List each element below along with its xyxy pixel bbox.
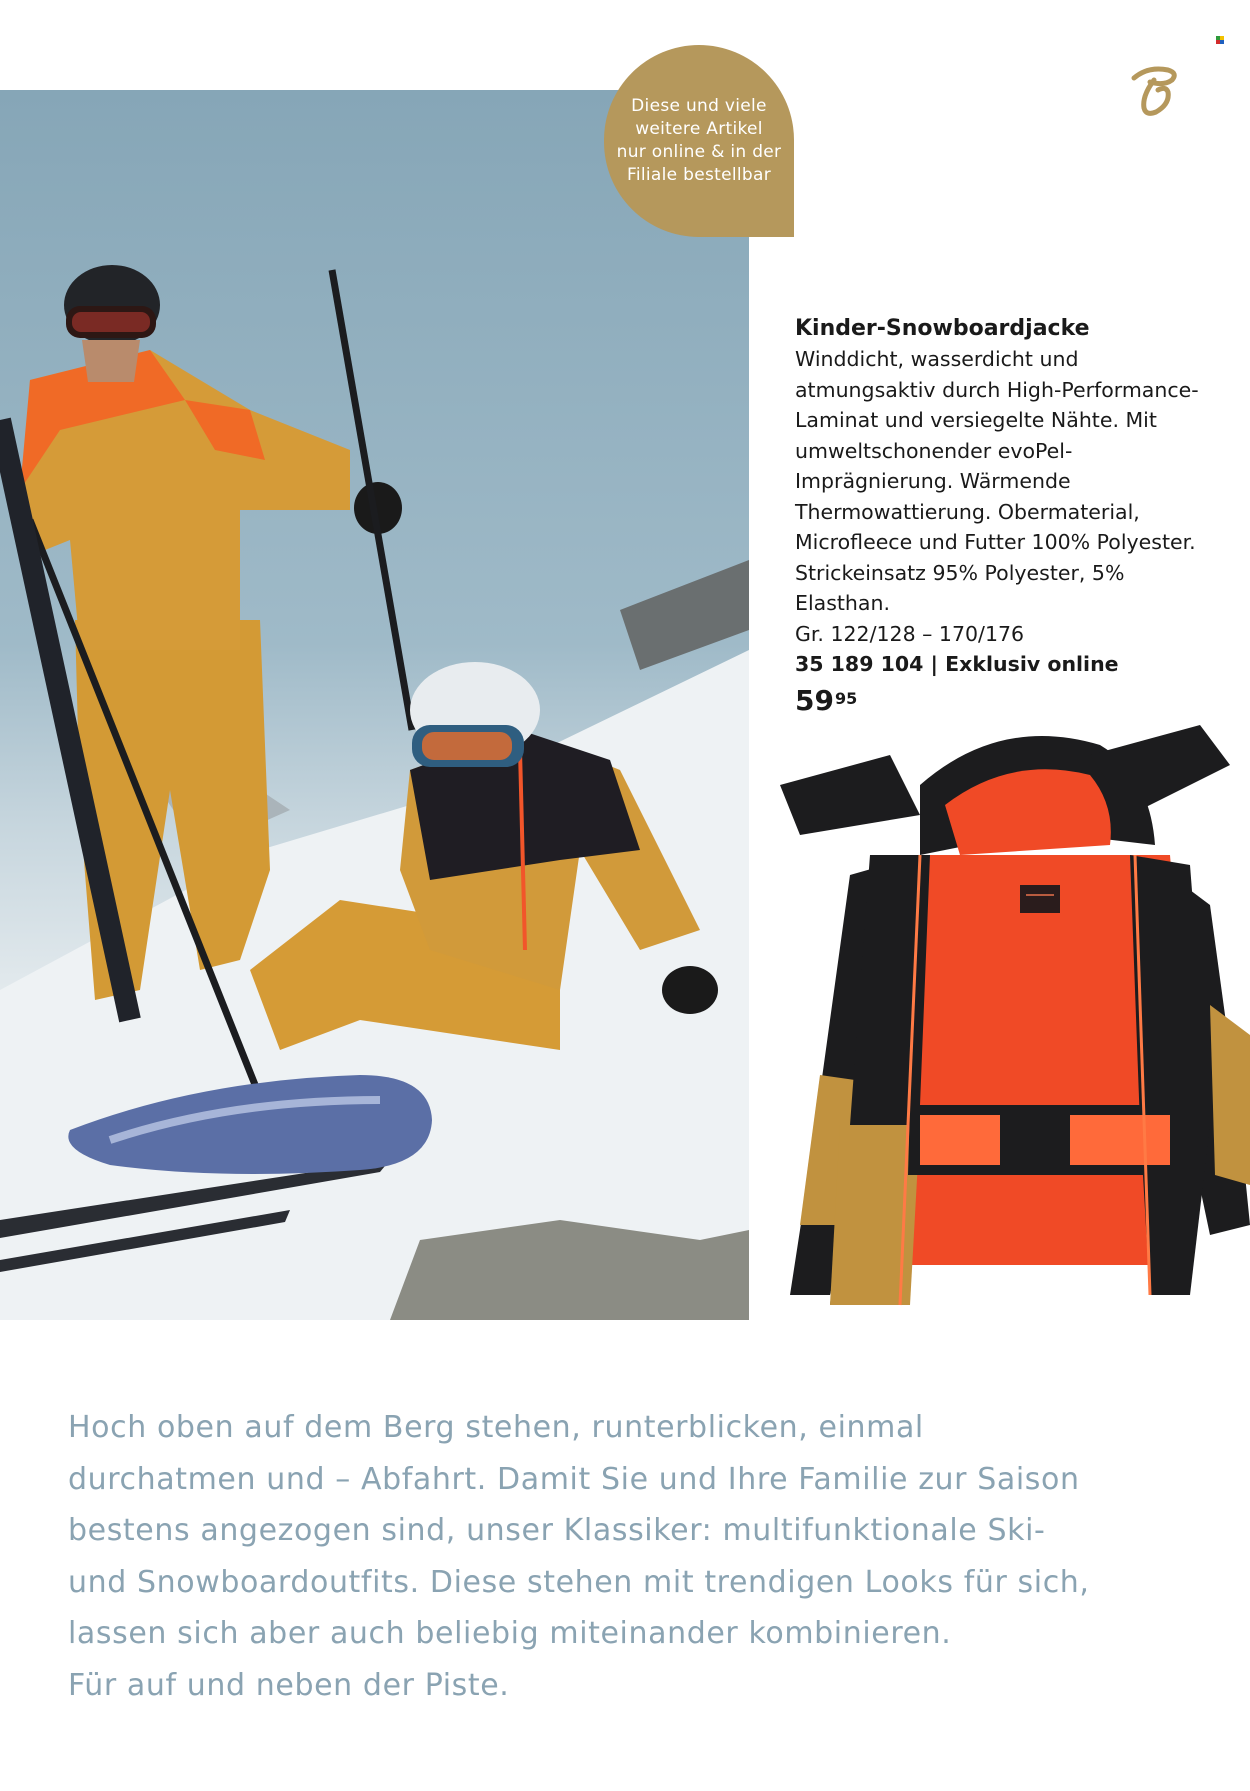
product-code: 35 189 104 | Exklusiv online bbox=[795, 652, 1119, 676]
tagline-text: Hoch oben auf dem Berg stehen, runterblicken, einmal durchatmen und – Abfahrt. Damit Sie und Ihre Familie zur Saison bestens angezogen sind, unser Klassiker: multifunktionale Ski- und Snowboardoutfits. Diese stehen mit trendigen Looks für sich, lassen sich aber auch beliebig miteinander kombinieren. Für auf und neben der Piste. bbox=[68, 1410, 1090, 1703]
snowboard-jacket-image bbox=[770, 705, 1250, 1335]
product-title: Kinder-Snowboardjacke bbox=[795, 316, 1090, 341]
color-dot-icon bbox=[1216, 36, 1224, 44]
product-description: Winddicht, wasserdicht und atmungsaktiv durch High-Performance-Laminat und versiegelte Nähte. Mit umweltschonender evoPel-Imprägnierung. Wärmende Thermowattierung. Obermaterial, Microfleece und Futter 100% Polyester. Strickeinsatz 95% Polyester, 5% Elasthan. bbox=[795, 347, 1199, 615]
ski-lifestyle-photo bbox=[0, 90, 749, 1320]
product-info bbox=[795, 314, 1215, 717]
tchibo-logo-icon bbox=[1128, 64, 1180, 118]
availability-badge-text: Diese und viele weitere Artikel nur online & in der Filiale bestellbar bbox=[616, 96, 782, 185]
price-main: 59 bbox=[795, 684, 834, 717]
product-sizes: Gr. 122/128 – 170/176 bbox=[795, 621, 1025, 646]
price-cents: 95 bbox=[834, 689, 858, 708]
availability-badge bbox=[604, 45, 794, 237]
ski-scene-illustration bbox=[0, 90, 749, 1320]
